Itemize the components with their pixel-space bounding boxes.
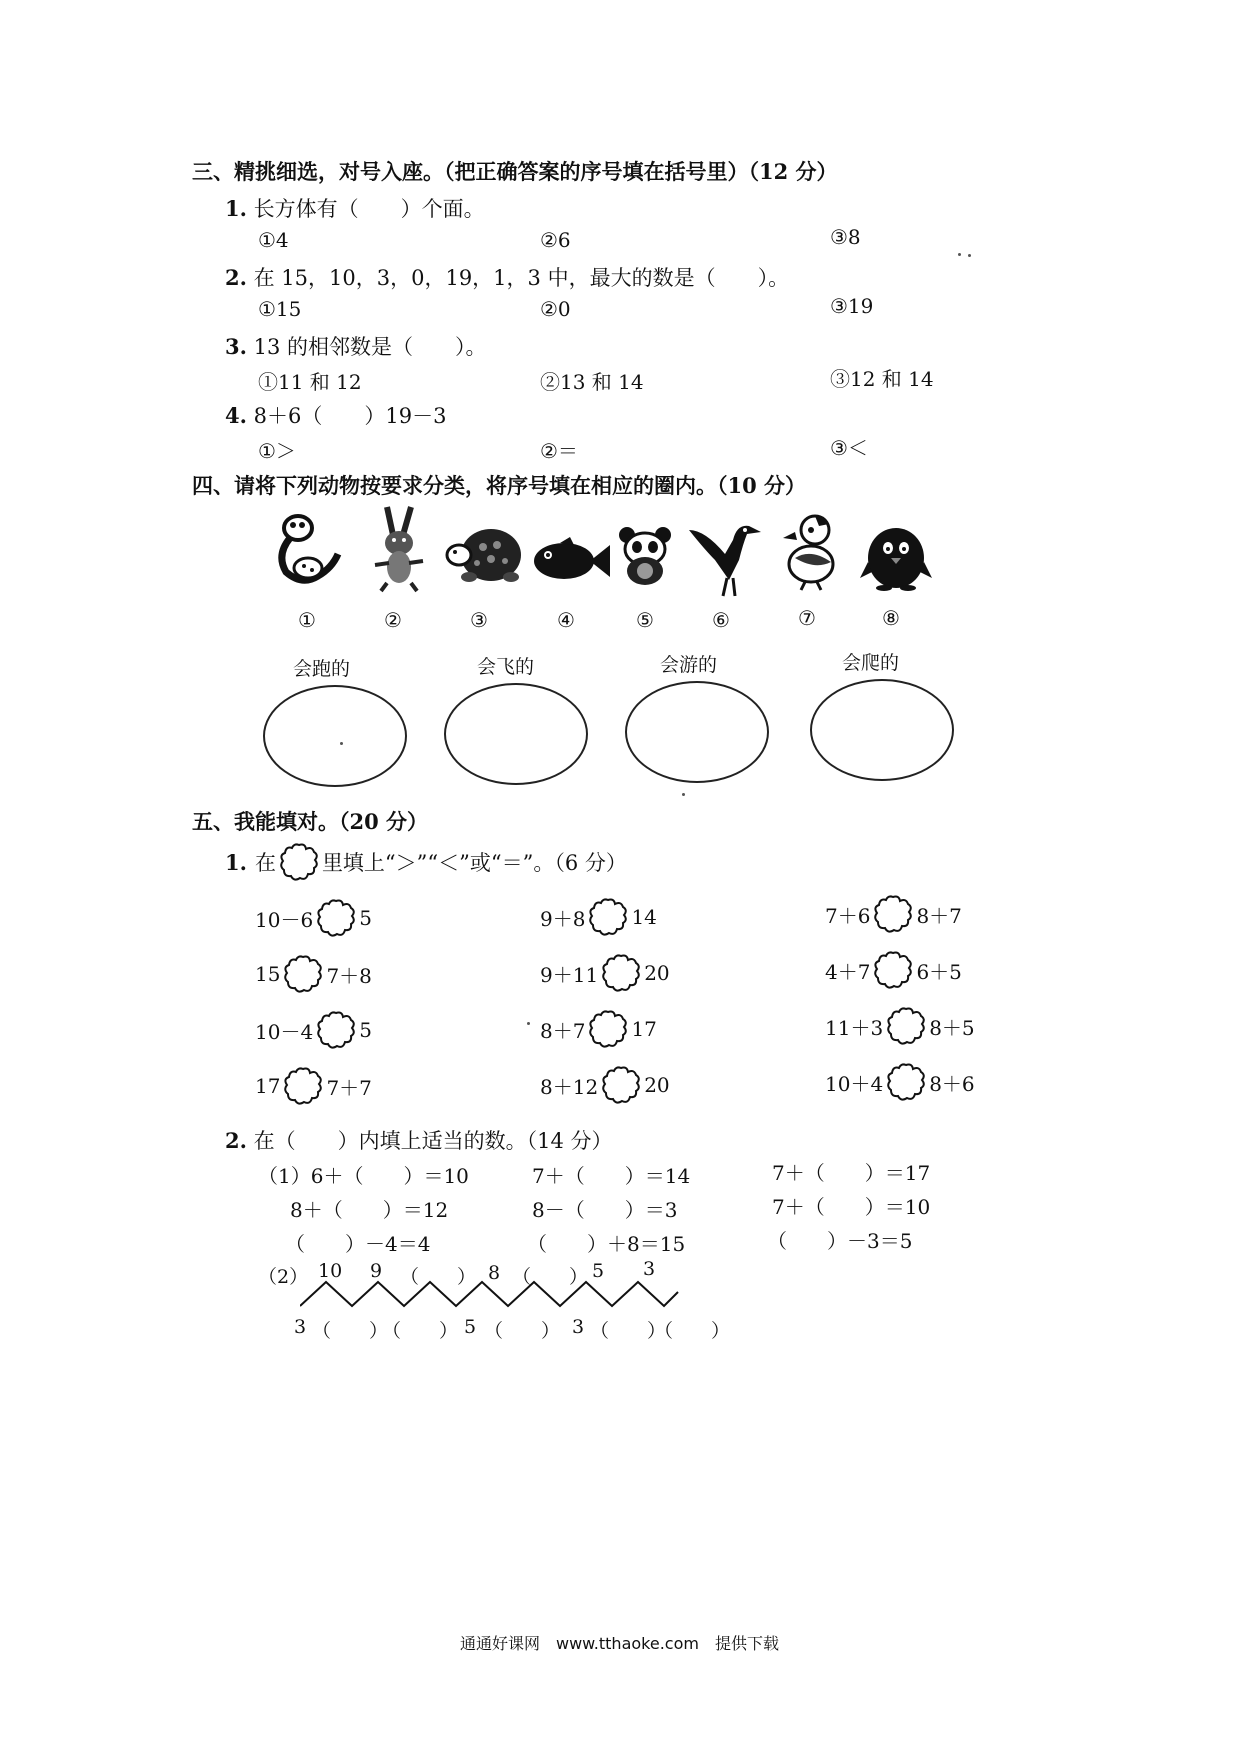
compare-left: 9＋11 — [540, 962, 599, 987]
snake-icon — [268, 510, 348, 590]
scan-speck — [682, 793, 685, 796]
compare-right: 14 — [631, 905, 657, 929]
flower-blank-icon[interactable] — [588, 897, 628, 937]
question-1 — [225, 193, 485, 223]
compare-item — [540, 1009, 657, 1049]
option-b: ②＝ — [540, 439, 578, 463]
zigzag-top-number: 9 — [370, 1260, 383, 1282]
flower-blank-icon[interactable] — [316, 898, 356, 938]
flower-blank-icon[interactable] — [601, 953, 641, 993]
compare-item — [540, 897, 657, 937]
zigzag-bottom-blank[interactable]: （ ） — [654, 1320, 731, 1342]
section4-title: 四、请将下列动物按要求分类，将序号填在相应的圈内。（10 分） — [192, 473, 807, 498]
compare-item — [825, 894, 962, 934]
option-a: ①4 — [258, 228, 289, 252]
animal-number: ③ — [470, 608, 488, 632]
footer-credit: 通通好课网 www.tthaoke.com 提供下载 — [460, 1634, 779, 1653]
fill-blank-equation[interactable]: 7＋（ ）＝14 — [532, 1164, 691, 1188]
zigzag-bottom-blank[interactable]: （ ） — [382, 1320, 459, 1342]
flower-blank-icon[interactable] — [886, 1006, 926, 1046]
question-3 — [225, 331, 487, 361]
flower-blank-icon[interactable] — [873, 950, 913, 990]
animal-number: ⑧ — [882, 606, 900, 630]
zigzag-label: （2） — [258, 1266, 309, 1288]
category-answer-ellipse-run[interactable] — [263, 685, 407, 787]
question-number: 1. — [225, 849, 247, 875]
question-number: 4. — [225, 403, 247, 428]
instruction-prefix: 在 — [254, 851, 276, 875]
category-label: 会爬的 — [842, 652, 900, 674]
part2-instruction — [225, 1125, 613, 1155]
scan-speck — [958, 253, 961, 256]
flower-blank-icon[interactable] — [316, 1010, 356, 1050]
zigzag-bottom-blank[interactable]: （ ） — [590, 1320, 667, 1342]
zigzag-bottom-blank[interactable]: （ ） — [312, 1320, 389, 1342]
duck-icon — [775, 512, 845, 592]
question-number: 3. — [225, 334, 247, 359]
category-label: 会飞的 — [477, 656, 535, 678]
section5-title: 五、我能填对。（20 分） — [192, 809, 429, 834]
compare-left: 17 — [255, 1074, 281, 1098]
category-answer-ellipse-crawl[interactable] — [810, 679, 954, 781]
question-number: 1. — [225, 196, 247, 221]
compare-right: 8＋6 — [929, 1071, 975, 1096]
turtle-icon — [445, 525, 525, 585]
compare-item — [825, 950, 962, 990]
compare-right: 20 — [644, 1073, 670, 1097]
compare-left: 15 — [255, 962, 281, 986]
scan-speck — [527, 1022, 530, 1025]
option-c: ③＜ — [830, 436, 868, 460]
zigzag-top-blank[interactable]: （ ） — [400, 1266, 477, 1288]
compare-item — [255, 898, 372, 938]
category-label: 会跑的 — [293, 658, 351, 680]
animal-number: ⑤ — [636, 608, 654, 632]
flower-blank-icon[interactable] — [283, 1066, 323, 1106]
flower-blank-icon — [279, 842, 319, 882]
question-2 — [225, 262, 789, 292]
zigzag-top-number: 10 — [318, 1260, 343, 1282]
compare-item — [825, 1006, 975, 1046]
compare-item — [540, 953, 670, 993]
compare-left: 4＋7 — [825, 959, 871, 984]
compare-left: 10－6 — [255, 907, 314, 932]
question-text: 13 的相邻数是（ ）。 — [253, 335, 487, 359]
compare-right: 20 — [644, 961, 670, 985]
compare-right: 7＋8 — [326, 963, 372, 988]
animal-number: ④ — [557, 608, 575, 632]
question-4 — [225, 400, 446, 430]
fill-blank-equation[interactable]: 7＋（ ）＝17 — [772, 1161, 931, 1185]
option-b: ②6 — [540, 228, 571, 252]
zigzag-bottom-blank[interactable]: （ ） — [484, 1320, 561, 1342]
option-a: ①15 — [258, 297, 302, 321]
compare-left: 11＋3 — [825, 1015, 884, 1040]
compare-right: 17 — [631, 1017, 657, 1041]
compare-left: 10＋4 — [825, 1071, 884, 1096]
animal-number: ⑦ — [798, 606, 816, 630]
fill-blank-equation[interactable]: （ ）－4＝4 — [285, 1232, 431, 1256]
fill-blank-equation[interactable]: 8－（ ）＝3 — [532, 1198, 678, 1222]
question-number: 2. — [225, 265, 247, 290]
flower-blank-icon[interactable] — [873, 894, 913, 934]
compare-right: 5 — [359, 906, 372, 930]
crow-icon — [685, 520, 765, 598]
compare-left: 10－4 — [255, 1019, 314, 1044]
animal-number: ⑥ — [712, 608, 730, 632]
flower-blank-icon[interactable] — [588, 1009, 628, 1049]
penguin-icon — [858, 522, 934, 592]
question-text: 在 15，10，3，0，19，1，3 中，最大的数是（ ）。 — [253, 266, 790, 290]
zigzag-top-number: 5 — [592, 1260, 605, 1282]
option-a: ①11 和 12 — [258, 370, 362, 394]
flower-blank-icon[interactable] — [283, 954, 323, 994]
animal-number: ② — [384, 608, 402, 632]
compare-item — [255, 954, 372, 994]
zigzag-top-number: 8 — [488, 1262, 501, 1284]
category-label: 会游的 — [660, 654, 718, 676]
option-c: ③8 — [830, 225, 861, 249]
fill-blank-equation[interactable]: （ ）＋8＝15 — [527, 1232, 686, 1256]
compare-item — [540, 1065, 670, 1105]
zigzag-top-number: 3 — [643, 1258, 656, 1280]
fill-blank-equation[interactable]: 7＋（ ）＝10 — [772, 1195, 931, 1219]
category-answer-ellipse-fly[interactable] — [444, 683, 588, 785]
instruction-text: 在（ ）内填上适当的数。（14 分） — [253, 1129, 613, 1153]
category-answer-ellipse-swim[interactable] — [625, 681, 769, 783]
animal-number: ① — [298, 608, 316, 632]
option-b: ②13 和 14 — [540, 370, 644, 394]
question-number: 2. — [225, 1128, 247, 1153]
compare-left: 9＋8 — [540, 906, 586, 931]
scan-speck — [968, 254, 971, 257]
option-c: ③12 和 14 — [830, 367, 934, 391]
zigzag-bottom-number: 3 — [572, 1316, 585, 1338]
option-b: ②0 — [540, 297, 571, 321]
option-a: ①＞ — [258, 439, 296, 463]
zigzag-bottom-number: 3 — [294, 1316, 307, 1338]
compare-item — [825, 1062, 975, 1102]
zigzag-top-blank[interactable]: （ ） — [512, 1266, 589, 1288]
compare-right: 7＋7 — [326, 1075, 372, 1100]
compare-item — [255, 1010, 372, 1050]
fill-blank-equation[interactable]: （1）6＋（ ）＝10 — [258, 1164, 469, 1188]
instruction-suffix: 里填上“＞”“＜”或“＝”。（6 分） — [321, 851, 627, 875]
compare-right: 8＋7 — [916, 903, 962, 928]
compare-right: 8＋5 — [929, 1015, 975, 1040]
question-text: 长方体有（ ）个面。 — [253, 197, 485, 221]
compare-right: 5 — [359, 1018, 372, 1042]
fill-blank-equation[interactable]: （ ）－3＝5 — [767, 1229, 913, 1253]
flower-blank-icon[interactable] — [601, 1065, 641, 1105]
compare-left: 8＋7 — [540, 1018, 586, 1043]
compare-left: 7＋6 — [825, 903, 871, 928]
fish-icon — [530, 535, 612, 585]
panda-icon — [615, 525, 675, 587]
compare-left: 8＋12 — [540, 1074, 599, 1099]
compare-item — [255, 1066, 372, 1106]
flower-blank-icon[interactable] — [886, 1062, 926, 1102]
part1-instruction — [225, 842, 627, 882]
compare-right: 6＋5 — [916, 959, 962, 984]
scan-speck — [340, 742, 343, 745]
fill-blank-equation[interactable]: 8＋（ ）＝12 — [290, 1198, 449, 1222]
rabbit-icon — [365, 505, 435, 593]
section3-title: 三、精挑细选，对号入座。（把正确答案的序号填在括号里）（12 分） — [192, 159, 838, 184]
zigzag-bottom-number: 5 — [464, 1316, 477, 1338]
option-c: ③19 — [830, 294, 874, 318]
question-text: 8＋6（ ）19－3 — [253, 404, 447, 428]
